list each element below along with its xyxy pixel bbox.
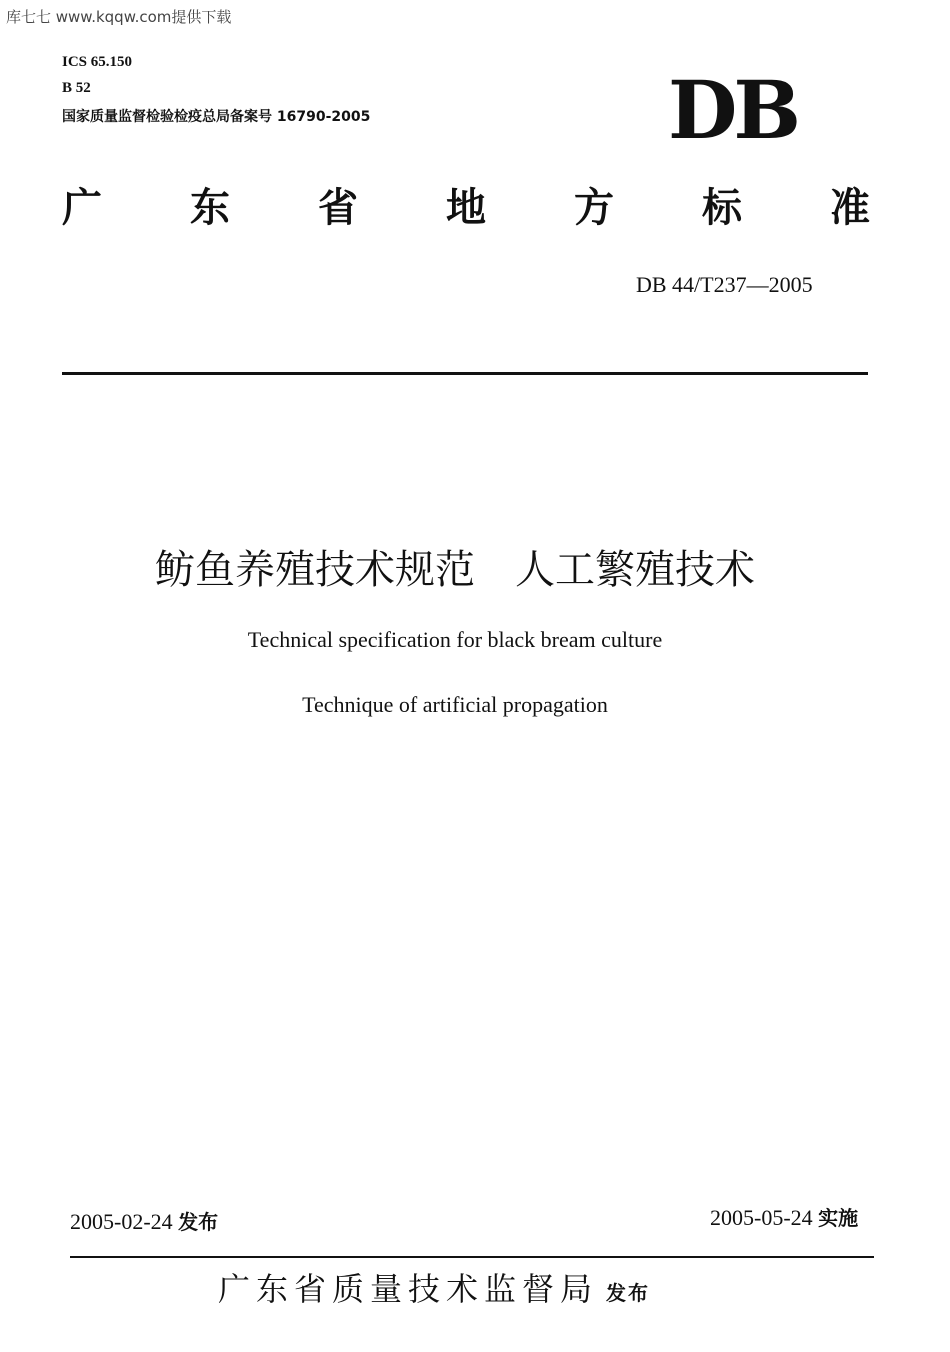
watermark-text: 库七七 www.kqqw.com提供下载 [6, 8, 232, 26]
publisher-verb: 发布 [606, 1281, 651, 1305]
publisher-line [218, 1264, 650, 1310]
standard-type-char: 地 [446, 185, 486, 231]
top-divider [62, 372, 868, 375]
standard-type-char: 广 [62, 185, 102, 231]
issue-date: 2005-02-24 [70, 1209, 173, 1234]
implement-date-block [710, 1202, 858, 1231]
implement-date: 2005-05-24 [710, 1205, 813, 1230]
ics-code: ICS 65.150 [62, 54, 133, 70]
implement-label: 实施 [818, 1206, 859, 1230]
title-english-line1: Technical specification for black bream culture [247, 627, 663, 652]
standard-type-char: 准 [830, 185, 870, 231]
record-number: 国家质量监督检验检疫总局备案号 16790-2005 [62, 109, 371, 125]
standard-type-char: 省 [318, 185, 358, 231]
bottom-divider [70, 1256, 874, 1258]
issue-date-block [70, 1206, 218, 1235]
standard-number: DB 44/T237—2005 [636, 272, 813, 297]
ccs-code: B 52 [62, 80, 91, 96]
publisher-name: 广东省质量技术监督局 [218, 1270, 599, 1308]
issue-label: 发布 [178, 1210, 219, 1234]
standard-type-char: 东 [190, 185, 230, 231]
standard-type-char: 方 [574, 185, 614, 231]
standard-type-char: 标 [702, 185, 742, 231]
title-chinese: 鲂鱼养殖技术规范 人工繁殖技术 [155, 547, 755, 593]
standard-type-heading [62, 185, 870, 231]
title-english-line2: Technique of artificial propagation [302, 692, 608, 717]
db-logo: DB [668, 63, 797, 157]
